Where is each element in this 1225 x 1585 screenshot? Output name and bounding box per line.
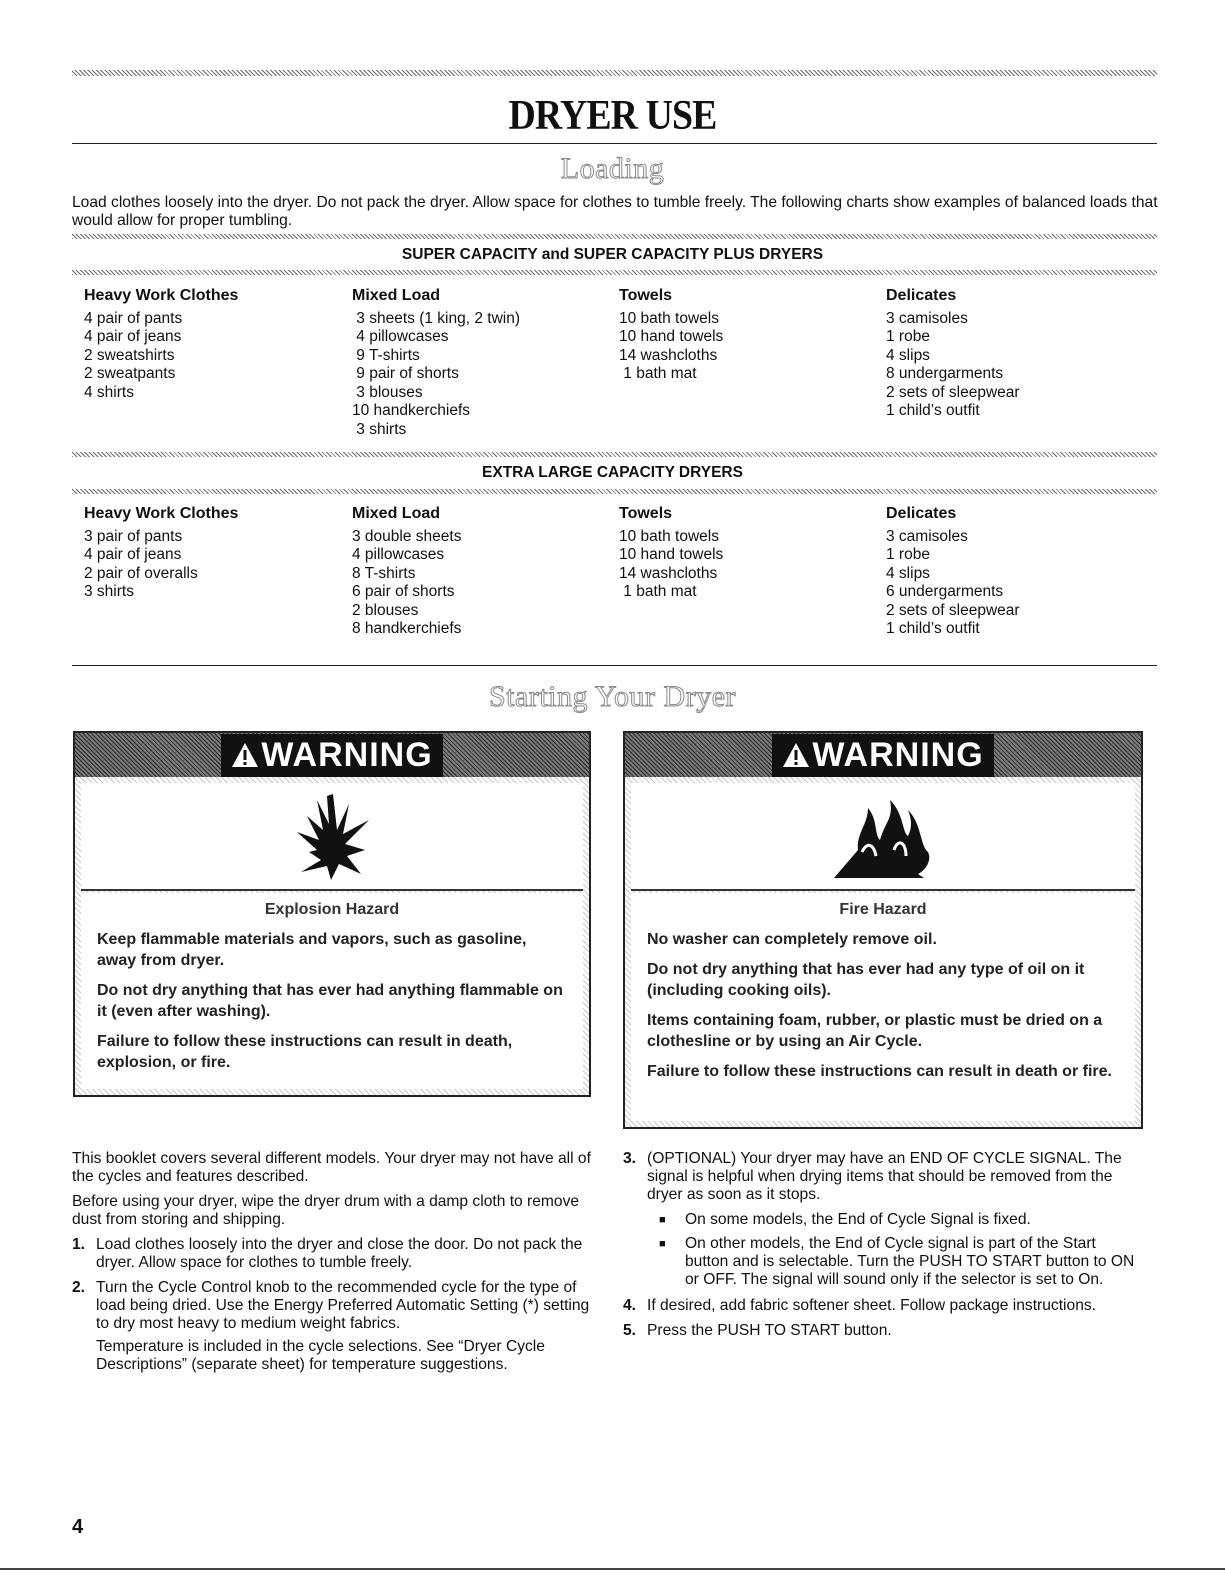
step-5: [623, 1322, 1143, 1340]
list-item: 2 sets of sleepwear: [886, 383, 1020, 401]
warning-text: Items containing foam, rubber, or plastic must be dried on a clothesline or by using an Air Cycle.: [647, 1012, 1103, 1050]
starting-heading: Starting Your Dryer: [489, 680, 736, 713]
step-2-note: Temperature is included in the cycle selections. See “Dryer Cycle Descriptions” (separate sheet) for temperature suggestions.: [96, 1338, 545, 1373]
step-3: [623, 1150, 1143, 1204]
super-col-mixed-load: [352, 287, 520, 439]
list-item: 4 slips: [886, 346, 930, 364]
list-item: 3 camisoles: [886, 309, 968, 327]
warning-text: Failure to follow these instructions can result in death, explosion, or fire.: [97, 1033, 513, 1071]
xl-col-delicates: [886, 505, 1020, 639]
list-item: 3 shirts: [84, 583, 134, 600]
list-item: 4 pair of jeans: [84, 328, 182, 345]
super-capacity-title: SUPER CAPACITY and SUPER CAPACITY PLUS DRYERS: [401, 246, 824, 263]
super-col-towels: [619, 287, 723, 384]
list-item: 3 pair of pants: [84, 527, 183, 545]
list-item: 2 pair of overalls: [84, 564, 198, 582]
page-number: 4: [72, 1516, 84, 1538]
column-header: Mixed Load: [352, 505, 441, 522]
hazard-name: Explosion Hazard: [264, 901, 400, 918]
column-header: Heavy Work Clothes: [84, 505, 239, 522]
list-item: 3 blouses: [352, 383, 423, 401]
list-item: 1 child’s outfit: [886, 620, 980, 637]
bullet-text: On some models, the End of Cycle Signal is fixed.: [685, 1211, 1031, 1228]
fire-icon: [828, 790, 938, 882]
list-item: 4 shirts: [84, 383, 134, 401]
list-item: 4 pair of pants: [84, 309, 183, 327]
list-item: 3 sheets (1 king, 2 twin): [352, 309, 520, 327]
list-item: 14 washcloths: [619, 564, 718, 582]
super-col-heavy-work: [84, 287, 238, 402]
list-item: 2 blouses: [352, 601, 419, 619]
paragraph: This booklet covers several different models. Your dryer may not have all of the cycles and features described.: [72, 1150, 591, 1185]
list-item: 2 sweatshirts: [84, 346, 175, 364]
step-number: 1.: [72, 1236, 86, 1253]
hazard-icon-panel: [631, 783, 1135, 891]
list-item: 3 double sheets: [352, 527, 462, 545]
list-item: 6 pair of shorts: [352, 583, 455, 600]
warning-title-block: [772, 734, 993, 777]
warning-title: WARNING: [261, 735, 433, 774]
column-header: Delicates: [886, 505, 957, 522]
loading-heading: Loading: [560, 152, 665, 185]
step-4: [623, 1297, 1143, 1315]
table-band: [72, 270, 1157, 275]
column-header: Delicates: [886, 287, 957, 304]
right-instructions: [623, 1150, 1143, 1347]
warning-body: [81, 893, 583, 1089]
bullet-item: [659, 1235, 1143, 1289]
list-item: 4 pillowcases: [352, 546, 445, 563]
bullet-text: On other models, the End of Cycle signal is part of the Start button and is selectable. Turn the PUSH TO START button to ON or OFF. The signal will sound only if the selector is set to On.: [685, 1235, 1135, 1288]
step-number: 3.: [623, 1150, 637, 1167]
column-header: Towels: [619, 287, 673, 304]
warning-header: [625, 733, 1141, 777]
list-item: 10 handkerchiefs: [352, 402, 471, 419]
hazard-icon-panel: [81, 783, 583, 891]
list-item: 8 T-shirts: [352, 564, 416, 582]
xl-col-heavy-work: [84, 505, 238, 602]
step-2: [72, 1279, 592, 1333]
left-instructions: [72, 1150, 592, 1374]
list-item: 9 pair of shorts: [352, 365, 459, 382]
column-header: Towels: [619, 505, 673, 522]
list-item: 1 robe: [886, 546, 930, 563]
explosion-warning-box: [73, 731, 591, 1097]
bullet-icon: ■: [659, 1214, 666, 1226]
step-number: 5.: [623, 1322, 637, 1339]
list-item: 6 undergarments: [886, 583, 1004, 600]
list-item: 4 pair of jeans: [84, 546, 182, 563]
step-text: (OPTIONAL) Your dryer may have an END OF CYCLE SIGNAL. The signal is helpful when drying items that should be removed from the dryer as soon as it stops.: [647, 1150, 1122, 1203]
step-text: Load clothes loosely into the dryer and close the door. Do not pack the dryer. Allow space for clothes to tumble freely.: [96, 1236, 583, 1271]
step-1: [72, 1236, 592, 1272]
list-item: 10 hand towels: [619, 328, 724, 345]
loading-intro: Load clothes loosely into the dryer. Do not pack the dryer. Allow space for clothes to tumble freely. The following charts show examples of balanced loads that would allow for proper tumbling.: [72, 194, 1158, 229]
title-divider: [72, 143, 1157, 144]
list-item: 8 undergarments: [886, 365, 1004, 382]
warning-body: [631, 893, 1135, 1121]
step-number: 4.: [623, 1297, 637, 1314]
section-divider: [72, 665, 1157, 666]
list-item: 3 camisoles: [886, 527, 968, 545]
bullet-icon: ■: [659, 1238, 666, 1250]
step-text: Press the PUSH TO START button.: [647, 1322, 892, 1339]
warning-title: WARNING: [812, 735, 984, 774]
warning-title-block: [221, 734, 442, 777]
list-item: 2 sets of sleepwear: [886, 601, 1020, 619]
list-item: 8 handkerchiefs: [352, 620, 462, 637]
warning-triangle-icon: [231, 742, 259, 768]
warning-text: Keep flammable materials and vapors, such as gasoline, away from dryer.: [97, 931, 527, 969]
extra-large-title: EXTRA LARGE CAPACITY DRYERS: [482, 464, 743, 481]
xl-col-mixed-load: [352, 505, 461, 639]
column-header: Heavy Work Clothes: [84, 287, 239, 304]
page-title: DRYER USE: [508, 93, 717, 139]
warning-header: [75, 733, 589, 777]
list-item: 3 shirts: [352, 420, 407, 438]
bottom-rule: [0, 1568, 1225, 1570]
table-band: [72, 489, 1157, 494]
list-item: 1 child’s outfit: [886, 402, 980, 419]
column-header: Mixed Load: [352, 287, 441, 304]
list-item: 9 T-shirts: [352, 346, 420, 364]
list-item: 1 bath mat: [619, 583, 697, 600]
list-item: 4 slips: [886, 564, 930, 582]
list-item: 10 bath towels: [619, 527, 719, 545]
list-item: 2 sweatpants: [84, 365, 176, 382]
table-band: [72, 234, 1157, 239]
step-number: 2.: [72, 1279, 86, 1296]
hazard-name: Fire Hazard: [839, 901, 927, 918]
warning-text: Do not dry anything that has ever had any type of oil on it (including cooking oils).: [647, 961, 1085, 999]
list-item: 1 robe: [886, 328, 930, 345]
list-item: 10 bath towels: [619, 309, 719, 327]
step-text: If desired, add fabric softener sheet. Follow package instructions.: [647, 1297, 1096, 1314]
table-band: [72, 452, 1157, 457]
top-decorative-rule: [72, 70, 1157, 76]
step-text: Turn the Cycle Control knob to the recommended cycle for the type of load being dried. Use the Energy Preferred Automatic Setting (*) setting to dry most heavy to medium weight fabrics.: [96, 1279, 590, 1332]
warning-text: No washer can completely remove oil.: [647, 931, 937, 948]
list-item: 14 washcloths: [619, 346, 718, 364]
warning-text: Do not dry anything that has ever had anything flammable on it (even after washing).: [97, 982, 563, 1020]
list-item: 4 pillowcases: [352, 328, 449, 345]
warning-text: Failure to follow these instructions can result in death or fire.: [647, 1063, 1112, 1080]
xl-col-towels: [619, 505, 723, 602]
list-item: 1 bath mat: [619, 365, 697, 382]
super-col-delicates: [886, 287, 1020, 421]
list-item: 10 hand towels: [619, 546, 724, 563]
fire-warning-box: [623, 731, 1143, 1129]
paragraph: Before using your dryer, wipe the dryer drum with a damp cloth to remove dust from storing and shipping.: [72, 1193, 580, 1228]
warning-triangle-icon: [782, 742, 810, 768]
bullet-item: [659, 1211, 1143, 1229]
explosion-icon: [287, 790, 377, 882]
